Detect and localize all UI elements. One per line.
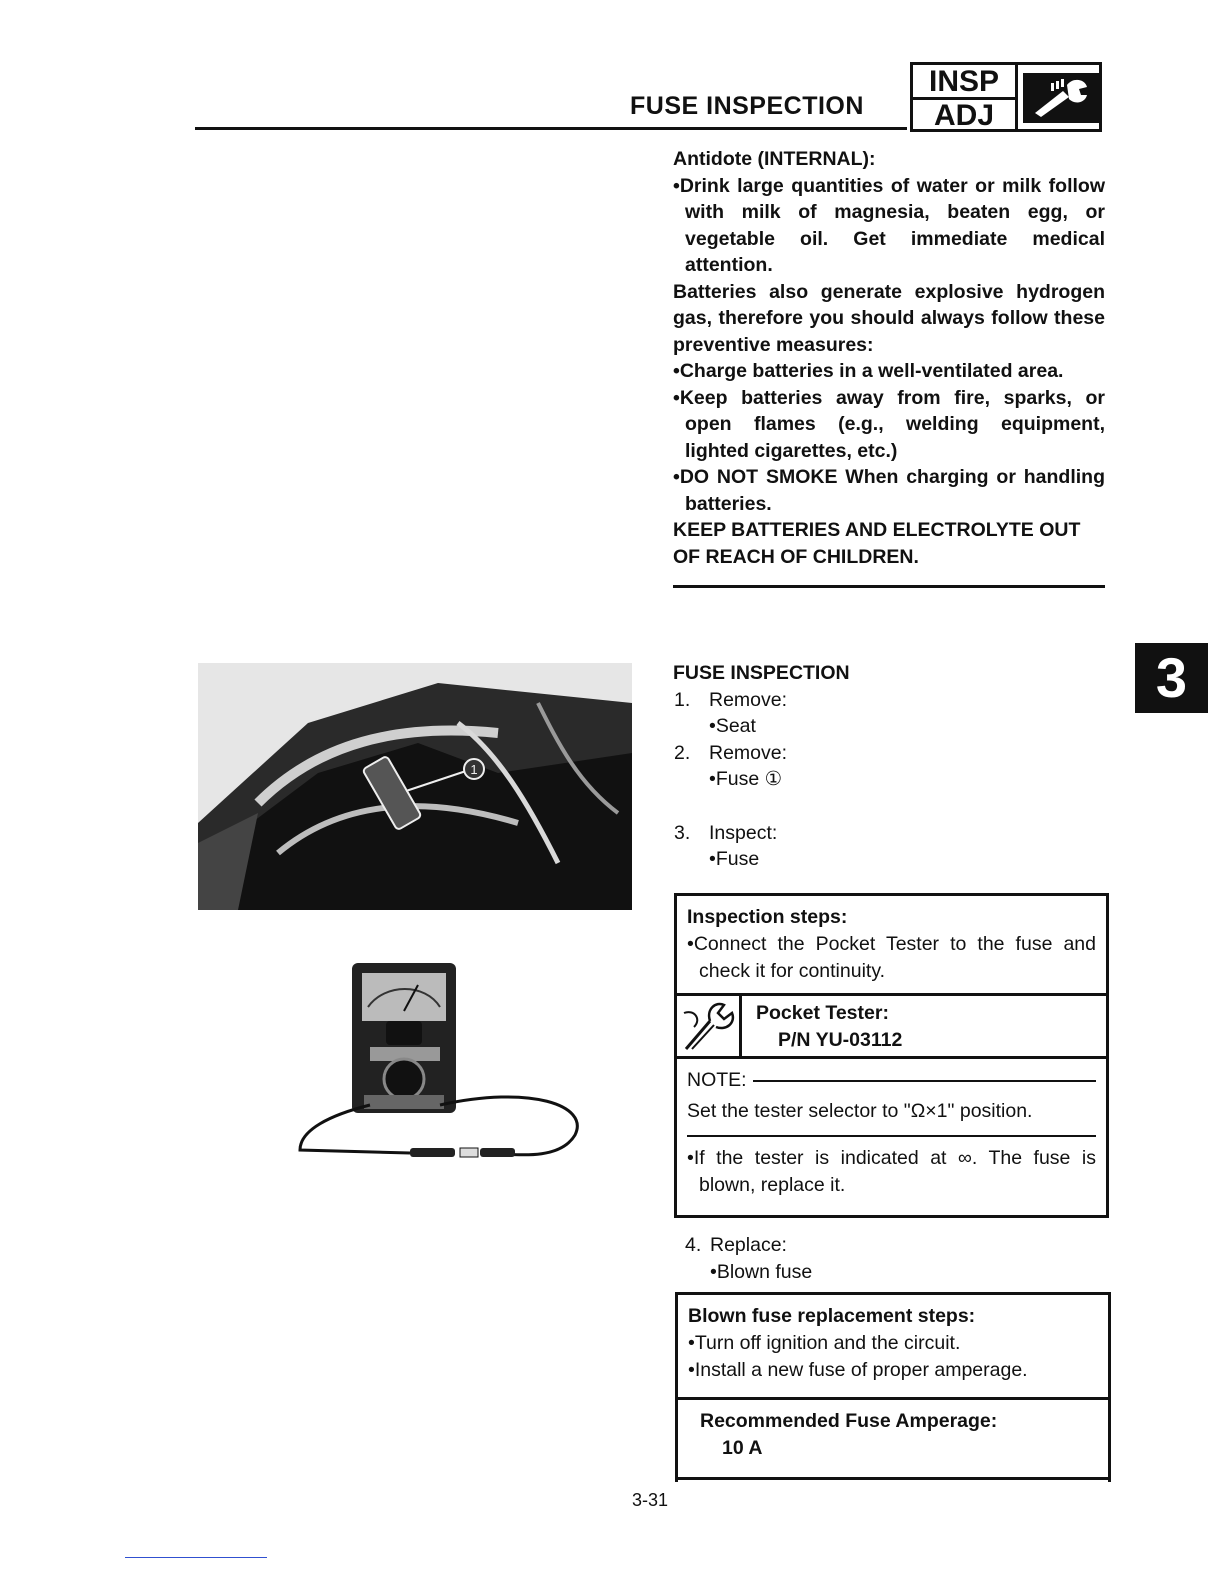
step-number: 1.	[674, 688, 691, 711]
inspection-item: •Connect the Pocket Tester to the fuse and check it for continuity.	[687, 933, 1096, 982]
warning-text	[673, 146, 1105, 570]
tool-name: Pocket Tester:	[756, 1002, 889, 1024]
step-number: 4.	[685, 1234, 702, 1256]
amperage-label: Recommended Fuse Amperage:	[700, 1410, 998, 1432]
pocket-tester-photo	[290, 955, 590, 1170]
measure-item: •Charge batteries in a well-ventilated area.	[673, 360, 1064, 382]
result-item: •If the tester is indicated at ∞. The fuse is blown, replace it.	[687, 1147, 1096, 1196]
replace-step	[685, 1232, 1105, 1285]
step-item: •Blown fuse	[710, 1260, 813, 1283]
replacement-item: •Turn off ignition and the circuit.	[688, 1332, 961, 1354]
footer-rule	[125, 1557, 267, 1558]
badge-adj: ADJ	[933, 99, 994, 132]
keep-out-warning: KEEP BATTERIES AND ELECTROLYTE OUT OF REACH OF CHILDREN.	[673, 519, 1081, 568]
page-number: 3-31	[632, 1490, 669, 1510]
measure-item: •Keep batteries away from fire, sparks, or open flames (e.g., welding equipment, lighted cigarettes, etc.)	[673, 386, 1105, 462]
replacement-steps-box	[675, 1292, 1111, 1482]
step-label: Inspect:	[709, 821, 778, 844]
badge-divider	[1015, 65, 1018, 129]
note-rule	[753, 1080, 1096, 1082]
fuse-callout-number: 1	[470, 762, 478, 777]
step-item: •Fuse	[709, 848, 760, 870]
antidote-item: •Drink large quantities of water or milk follow with milk of magnesia, beaten egg, or vegetable oil. Get immediate medical attention.	[673, 174, 1105, 276]
antidote-heading: Antidote (INTERNAL):	[673, 148, 876, 170]
special-tool-icon	[677, 996, 742, 1056]
amperage-value: 10 A	[722, 1437, 763, 1459]
step-label: Replace:	[710, 1234, 787, 1256]
header-rule	[195, 127, 907, 130]
replacement-item: •Install a new fuse of proper amperage.	[688, 1359, 1028, 1381]
fuse-procedure	[673, 660, 1103, 873]
inspection-heading: Inspection steps:	[687, 906, 848, 928]
measure-item: •DO NOT SMOKE When charging or handling batteries.	[673, 466, 1105, 515]
note-end-rule	[687, 1135, 1096, 1137]
section-badge	[910, 62, 1102, 132]
note-label: NOTE:	[687, 1069, 747, 1091]
step-label: Remove:	[709, 688, 788, 711]
page-title: FUSE INSPECTION	[630, 92, 864, 120]
step-label: Remove:	[709, 741, 788, 764]
fuse-location-photo	[198, 663, 632, 910]
hydrogen-text: Batteries also generate explosive hydrogen gas, therefore you should always follow these preventive measures:	[673, 280, 1105, 356]
warning-end-rule	[673, 585, 1105, 588]
replacement-heading: Blown fuse replacement steps:	[688, 1305, 976, 1327]
step-item: •Seat	[709, 715, 756, 737]
step-number: 3.	[674, 821, 691, 844]
badge-insp: INSP	[913, 65, 1015, 100]
note-text: Set the tester selector to "Ω×1" position.	[687, 1100, 1033, 1122]
procedure-heading: FUSE INSPECTION	[673, 662, 850, 684]
chapter-tab: 3	[1135, 643, 1208, 713]
inspection-steps-box	[674, 893, 1109, 1218]
step-number: 2.	[674, 741, 691, 764]
special-tool-row	[677, 996, 1106, 1059]
wrench-screwdriver-icon	[1023, 73, 1099, 123]
tool-part-number: P/N YU-03112	[778, 1029, 903, 1051]
step-item: •Fuse ①	[709, 768, 783, 790]
